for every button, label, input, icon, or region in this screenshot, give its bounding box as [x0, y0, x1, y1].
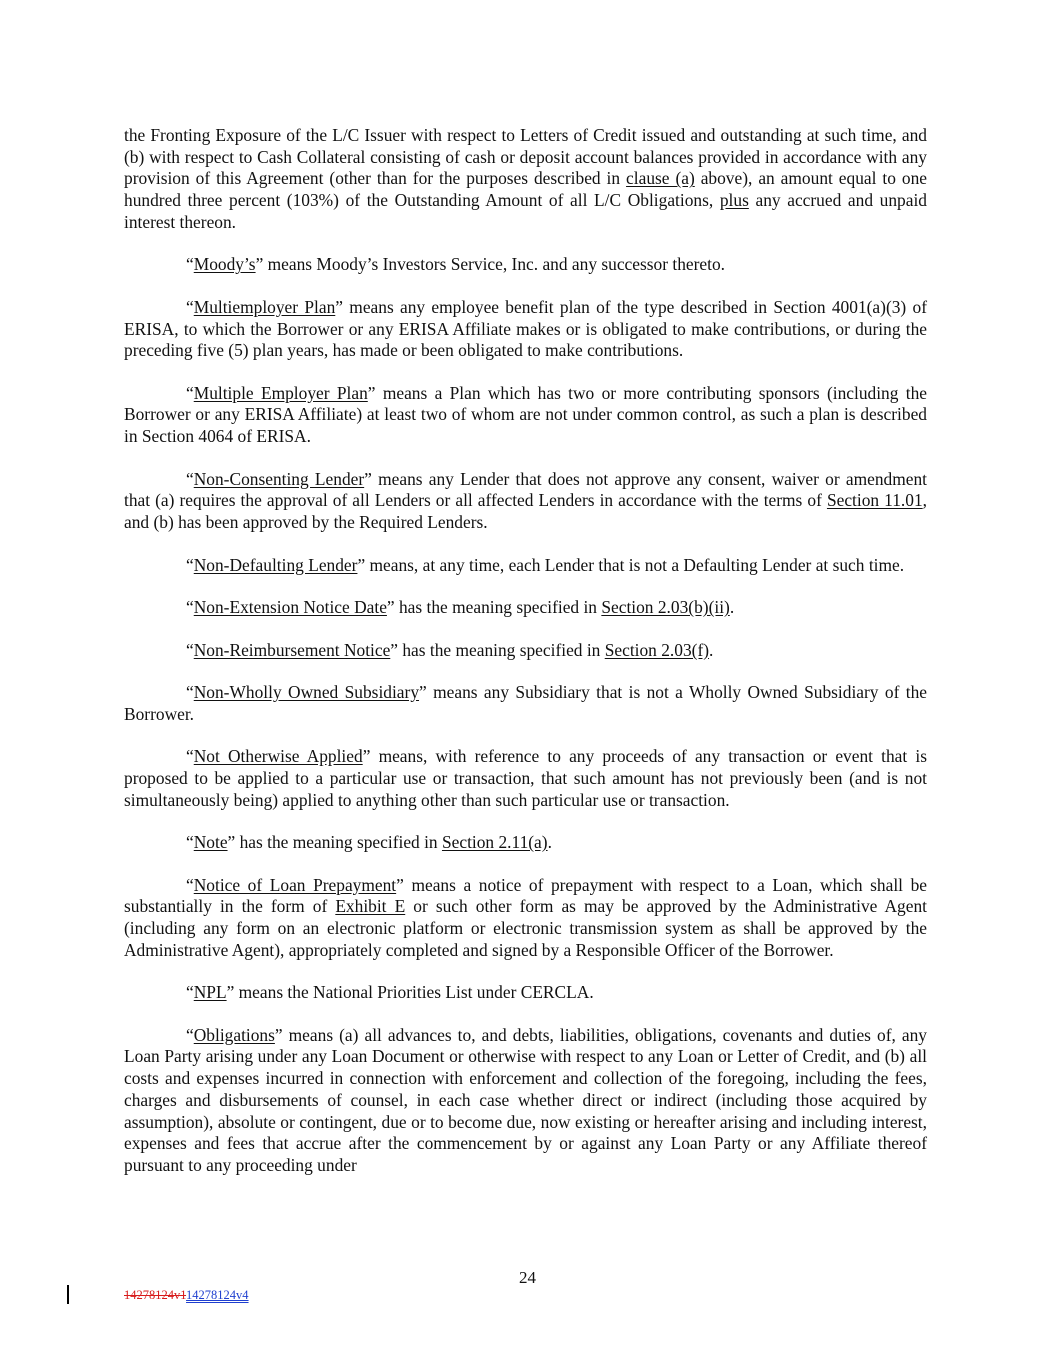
defined-term: Obligations	[193, 1024, 275, 1045]
inserted-document-id: 14278124v4	[186, 1288, 249, 1302]
definition-obligations: “Obligations” means (a) all advances to, and debts, liabilities, obligations, covenants and duties of, any Loan Party arising under any Loan Document or otherwise with respect to any Loan or Letter of Credit, and (b) all costs and expenses incurred in connection with enforcement and collection of the foregoing, including the fees, charges and disbursements of counsel, in each case whether direct or indirect (including those acquired by assumption), absolute or contingent, due or to become due, now existing or hereafter arising and including interest, expenses and fees that accrue after the commencement by or against any Loan Party or any Affiliate thereof pursuant to any proceeding under	[124, 1024, 927, 1175]
defined-term: Non-Reimbursement Notice	[193, 639, 391, 660]
defined-term: Multiemployer Plan	[193, 296, 336, 317]
exhibit-reference: Exhibit E	[335, 896, 406, 917]
document-body	[124, 125, 927, 1197]
defined-term: Non-Consenting Lender	[193, 468, 365, 489]
defined-term: Moody’s	[193, 254, 256, 275]
deleted-document-id: 14278124v1	[124, 1288, 187, 1302]
defined-term: NPL	[193, 982, 227, 1003]
definition-non-extension-notice-date: “Non-Extension Notice Date” has the meaning specified in Section 2.03(b)(ii).	[186, 597, 735, 618]
defined-term: Non-Defaulting Lender	[193, 554, 358, 575]
section-reference: Section 11.01	[826, 490, 923, 511]
definition-multiemployer-plan: “Multiemployer Plan” means any employee benefit plan of the type described in Section 4001(a)(3) of ERISA, to which the Borrower or any ERISA Affiliate makes or is obligated to make contributions, or during the preceding five (5) plan years, has made or been obligated to make contributions.	[124, 296, 927, 361]
definition-notice-of-loan-prepayment: “Notice of Loan Prepayment” means a notice of prepayment with respect to a Loan, which shall be substantially in the form of Exhibit E or such other form as may be approved by the Administrative Agent (including any form on an electronic platform or electronic transmission system as shall be approved by the Administrative Agent), appropriately completed and signed by a Responsible Officer of the Borrower.	[124, 874, 928, 960]
definition-non-wholly-owned-subsidiary: “Non-Wholly Owned Subsidiary” means any Subsidiary that is not a Wholly Owned Subsidiary of the Borrower.	[124, 682, 927, 724]
clause-a-reference: clause (a)	[626, 168, 695, 189]
section-reference: Section 2.11(a)	[441, 832, 548, 853]
defined-term: Not Otherwise Applied	[193, 746, 363, 767]
plus-term: plus	[719, 190, 749, 211]
defined-term: Multiple Employer Plan	[193, 382, 368, 403]
revision-change-bar	[67, 1285, 69, 1304]
defined-term: Notice of Loan Prepayment	[193, 874, 397, 895]
definition-non-defaulting-lender: “Non-Defaulting Lender” means, at any time, each Lender that is not a Defaulting Lender at such time.	[186, 554, 905, 575]
definition-moodys: “Moody’s” means Moody’s Investors Service, Inc. and any successor thereto.	[186, 254, 725, 275]
definition-non-reimbursement-notice: “Non-Reimbursement Notice” has the meaning specified in Section 2.03(f).	[186, 639, 714, 660]
definition-not-otherwise-applied: “Not Otherwise Applied” means, with reference to any proceeds of any transaction or event that is proposed to be applied to a particular use or transaction, that such amount has not previously been (and is not simultaneously being) applied to anything other than such particular use or transaction.	[124, 746, 927, 810]
definition-note: “Note” has the meaning specified in Section 2.11(a).	[186, 832, 552, 853]
section-reference: Section 2.03(f)	[604, 639, 710, 660]
document-id-footer	[124, 1287, 249, 1303]
section-reference: Section 2.03(b)(ii)	[601, 597, 730, 618]
definition-npl: “NPL” means the National Priorities List under CERCLA.	[186, 982, 594, 1003]
defined-term: Note	[193, 832, 228, 853]
defined-term: Non-Wholly Owned Subsidiary	[193, 682, 420, 703]
page-number: 24	[519, 1268, 536, 1287]
paragraph-continuation: the Fronting Exposure of the L/C Issuer with respect to Letters of Credit issued and outstanding at such time, and (b) with respect to Cash Collateral consisting of cash or deposit account balances provided in accordance with any provision of this Agreement (other than for the purposes described in clause (a) above), an amount equal to one hundred three percent (103%) of the Outstanding Amount of all L/C Obligations, plus any accrued and unpaid interest thereon.	[124, 125, 927, 232]
definition-non-consenting-lender: “Non-Consenting Lender” means any Lender that does not approve any consent, waiver or amendment that (a) requires the approval of all Lenders or all affected Lenders in accordance with the terms of Section 11.01, and (b) has been approved by the Required Lenders.	[124, 468, 928, 533]
definition-multiple-employer-plan: “Multiple Employer Plan” means a Plan which has two or more contributing sponsors (including the Borrower or any ERISA Affiliate) at least two of whom are not under common control, as such a plan is described in Section 4064 of ERISA.	[124, 382, 927, 447]
defined-term: Non-Extension Notice Date	[193, 597, 387, 618]
